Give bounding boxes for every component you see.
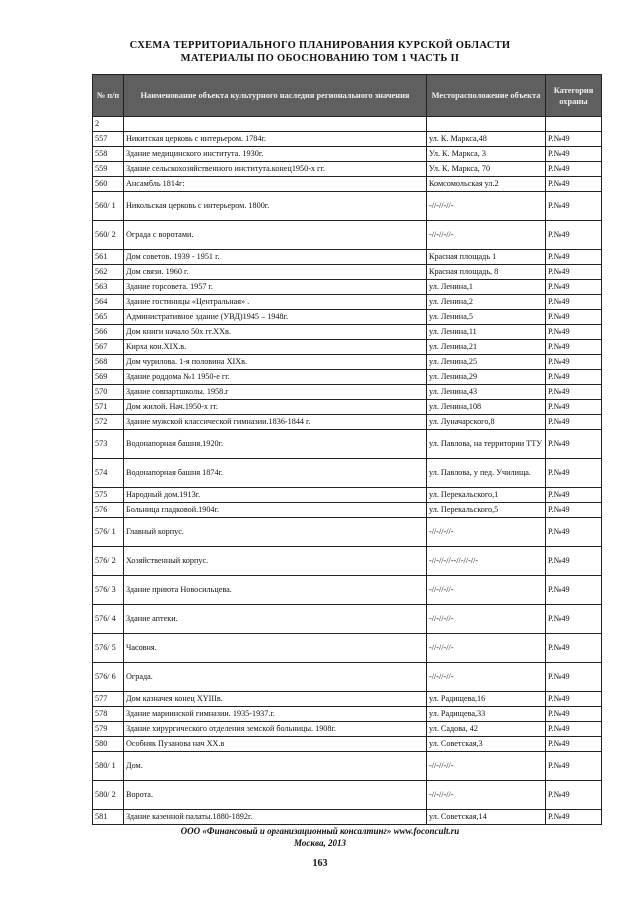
table-row (93, 355, 602, 370)
cell-category: Р.№49 (546, 576, 602, 605)
cell-category: Р.№49 (546, 737, 602, 752)
table-row (93, 692, 602, 707)
table-header-row (93, 75, 602, 117)
cell-location: ул. Ленина,25 (427, 355, 546, 370)
cell-category: Р.№49 (546, 415, 602, 430)
footer-city-year: Москва, 2013 (294, 838, 346, 848)
cell-category: Р.№49 (546, 385, 602, 400)
cell-name: Здание медицинского института. 1930г. (124, 147, 427, 162)
cell-location: ул. Ленина,108 (427, 400, 546, 415)
cell-name: Здание горсовета. 1957 г. (124, 280, 427, 295)
cell-location: Красная площадь, 8 (427, 265, 546, 280)
cell-name: Ограда с воротами. (124, 221, 427, 250)
cell-name: Дом. (124, 752, 427, 781)
cell-category: Р.№49 (546, 177, 602, 192)
table-row (93, 385, 602, 400)
cell-name: Дом чурилова. 1-я половина XIXв. (124, 355, 427, 370)
cell-name: Дом советов. 1939 - 1951 г. (124, 250, 427, 265)
cell-number: 576/ 4 (93, 605, 124, 634)
cell-location: Ул. К. Маркса, 3 (427, 147, 546, 162)
cell-number: 580/ 1 (93, 752, 124, 781)
cell-category: Р.№49 (546, 340, 602, 355)
cell-category: Р.№49 (546, 250, 602, 265)
table-row (93, 634, 602, 663)
cell-category (546, 117, 602, 132)
heritage-objects-table (92, 74, 602, 825)
cell-name: Здание казенной палаты.1880-1892г. (124, 810, 427, 825)
cell-name: Дом книги начало 50х гг.ХХв. (124, 325, 427, 340)
cell-name: Здание совпартшколы. 1958.г (124, 385, 427, 400)
cell-category: Р.№49 (546, 265, 602, 280)
table-row (93, 576, 602, 605)
document-title: СХЕМА ТЕРРИТОРИАЛЬНОГО ПЛАНИРОВАНИЯ КУРСКОЙ ОБЛАСТИ (129, 40, 511, 51)
cell-number: 568 (93, 355, 124, 370)
cell-number: 557 (93, 132, 124, 147)
cell-number: 579 (93, 722, 124, 737)
table-row (93, 400, 602, 415)
table-row (93, 663, 602, 692)
cell-location: ул. Павлова, у пед. Училища. (427, 459, 546, 488)
cell-category: Р.№49 (546, 488, 602, 503)
cell-category: Р.№49 (546, 221, 602, 250)
table-row (93, 415, 602, 430)
cell-number: 577 (93, 692, 124, 707)
cell-name: Часовня. (124, 634, 427, 663)
cell-name: Здание роддома №1 1950-е гг. (124, 370, 427, 385)
cell-location: ул. Перекальского,1 (427, 488, 546, 503)
cell-location: -//-//-//- (427, 518, 546, 547)
table-row (93, 488, 602, 503)
cell-name: Водонапорная башня 1874г. (124, 459, 427, 488)
cell-number: 573 (93, 430, 124, 459)
cell-location: -//-//-//- (427, 752, 546, 781)
cell-name: Кирха кон.XIX.в. (124, 340, 427, 355)
footer-company: ООО «Финансовый и организационный консалтинг» www.foconcult.ru (180, 826, 460, 836)
cell-category: Р.№49 (546, 692, 602, 707)
cell-name: Здание мужской классической гимназии.1836-1844 г. (124, 415, 427, 430)
cell-category: Р.№49 (546, 295, 602, 310)
cell-name: Больница гладковой.1904г. (124, 503, 427, 518)
cell-name: Дом связи. 1960 г. (124, 265, 427, 280)
cell-number: 576 (93, 503, 124, 518)
table-row (93, 325, 602, 340)
cell-name: Ансамбль 1814г: (124, 177, 427, 192)
cell-number: 571 (93, 400, 124, 415)
cell-category: Р.№49 (546, 192, 602, 221)
table-row (93, 781, 602, 810)
cell-category: Р.№49 (546, 280, 602, 295)
cell-category: Р.№49 (546, 722, 602, 737)
table-row (93, 518, 602, 547)
cell-location: ул. Ленина,29 (427, 370, 546, 385)
cell-location: ул. Садова, 42 (427, 722, 546, 737)
column-header-category: Категория охраны (546, 75, 602, 117)
cell-location: ул. Советская,3 (427, 737, 546, 752)
cell-location: -//-//-//- (427, 663, 546, 692)
table-row (93, 177, 602, 192)
table-row (93, 340, 602, 355)
cell-category: Р.№49 (546, 132, 602, 147)
cell-name: Здание мариинской гимназии. 1935-1937.г. (124, 707, 427, 722)
cell-location: -//-//-//- (427, 192, 546, 221)
cell-number: 581 (93, 810, 124, 825)
cell-category: Р.№49 (546, 400, 602, 415)
cell-number: 576/ 5 (93, 634, 124, 663)
cell-name: Административное здание (УВД)1945 – 1948г. (124, 310, 427, 325)
cell-number: 566 (93, 325, 124, 340)
table-row (93, 310, 602, 325)
cell-category: Р.№49 (546, 707, 602, 722)
cell-category: Р.№49 (546, 325, 602, 340)
cell-number: 558 (93, 147, 124, 162)
table-row (93, 752, 602, 781)
cell-location: -//-//-//- (427, 605, 546, 634)
cell-name: Водонапорная башня.1920г. (124, 430, 427, 459)
cell-category: Р.№49 (546, 310, 602, 325)
column-header-location: Месторасположение объекта (427, 75, 546, 117)
table-row (93, 722, 602, 737)
page-number: 163 (312, 858, 328, 869)
cell-location: ул. Ленина,43 (427, 385, 546, 400)
column-header-name: Наименование объекта культурного наследия регионального значения (124, 75, 427, 117)
cell-location: ул. Ленина,21 (427, 340, 546, 355)
cell-location: Красная площадь 1 (427, 250, 546, 265)
table-body (93, 117, 602, 825)
cell-name: Ворота. (124, 781, 427, 810)
table-row (93, 370, 602, 385)
cell-location: ул. К. Маркса,48 (427, 132, 546, 147)
cell-number: 560/ 2 (93, 221, 124, 250)
table-row (93, 459, 602, 488)
cell-number: 560 (93, 177, 124, 192)
cell-number: 574 (93, 459, 124, 488)
cell-category: Р.№49 (546, 430, 602, 459)
cell-name: Ограда. (124, 663, 427, 692)
cell-location: ул. Радищева,33 (427, 707, 546, 722)
cell-location (427, 117, 546, 132)
cell-number: 575 (93, 488, 124, 503)
cell-number: 562 (93, 265, 124, 280)
cell-category: Р.№49 (546, 663, 602, 692)
cell-number: 580/ 2 (93, 781, 124, 810)
cell-number: 576/ 2 (93, 547, 124, 576)
cell-number: 576/ 3 (93, 576, 124, 605)
cell-location: ул. Луначарского,8 (427, 415, 546, 430)
cell-category: Р.№49 (546, 752, 602, 781)
cell-category: Р.№49 (546, 162, 602, 177)
cell-location: ул. Радищева,16 (427, 692, 546, 707)
cell-name: Особняк Пузанова нач ХХ.в (124, 737, 427, 752)
cell-category: Р.№49 (546, 810, 602, 825)
cell-category: Р.№49 (546, 781, 602, 810)
table-row (93, 132, 602, 147)
cell-category: Р.№49 (546, 605, 602, 634)
cell-location: ул. Ленина,11 (427, 325, 546, 340)
cell-location: ул. Ленина,2 (427, 295, 546, 310)
cell-number: 561 (93, 250, 124, 265)
document-subtitle: МАТЕРИАЛЫ ПО ОБОСНОВАНИЮ ТОМ 1 ЧАСТЬ II (180, 53, 460, 64)
cell-number: 565 (93, 310, 124, 325)
cell-category: Р.№49 (546, 503, 602, 518)
cell-name: Здание гостиницы «Центральная» . (124, 295, 427, 310)
cell-location: Ул. К. Маркса, 70 (427, 162, 546, 177)
cell-number: 564 (93, 295, 124, 310)
cell-category: Р.№49 (546, 370, 602, 385)
table-row (93, 192, 602, 221)
cell-category: Р.№49 (546, 147, 602, 162)
cell-location: ул. Перекальского,5 (427, 503, 546, 518)
table-row (93, 810, 602, 825)
cell-name: Народный дом.1913г. (124, 488, 427, 503)
table-row (93, 737, 602, 752)
cell-number: 569 (93, 370, 124, 385)
table-row (93, 547, 602, 576)
cell-number: 576/ 1 (93, 518, 124, 547)
cell-name: Дом казначея конец XYIIIв. (124, 692, 427, 707)
cell-number: 572 (93, 415, 124, 430)
cell-location: ул. Советская,14 (427, 810, 546, 825)
cell-category: Р.№49 (546, 518, 602, 547)
cell-category: Р.№49 (546, 355, 602, 370)
cell-number: 2 (93, 117, 124, 132)
table-row (93, 265, 602, 280)
cell-location: Комсомольская ул.2 (427, 177, 546, 192)
cell-name: Никитская церковь с интерьером. 1784г. (124, 132, 427, 147)
table-row (93, 162, 602, 177)
cell-name: Здание аптеки. (124, 605, 427, 634)
table-row (93, 707, 602, 722)
cell-name: Никольская церковь с интерьером. 1800г. (124, 192, 427, 221)
table-row (93, 503, 602, 518)
cell-number: 576/ 6 (93, 663, 124, 692)
cell-number: 580 (93, 737, 124, 752)
cell-number: 570 (93, 385, 124, 400)
column-header-number: № п/п (93, 75, 124, 117)
cell-name: Хозяйственный корпус. (124, 547, 427, 576)
cell-number: 560/ 1 (93, 192, 124, 221)
cell-location: -//-//-//--//-//-//- (427, 547, 546, 576)
cell-number: 559 (93, 162, 124, 177)
cell-location: ул. Ленина,1 (427, 280, 546, 295)
cell-location: ул. Павлова, на территории ТТУ (427, 430, 546, 459)
table-row (93, 605, 602, 634)
table-row (93, 147, 602, 162)
cell-name: Здание хирургического отделения земской больницы. 1908г. (124, 722, 427, 737)
cell-name: Здание сельскохозяйственного института.конец1950-х гг. (124, 162, 427, 177)
cell-number: 578 (93, 707, 124, 722)
table-row (93, 295, 602, 310)
cell-number: 567 (93, 340, 124, 355)
table-row (93, 221, 602, 250)
table-row (93, 250, 602, 265)
cell-category: Р.№49 (546, 634, 602, 663)
cell-category: Р.№49 (546, 547, 602, 576)
cell-name (124, 117, 427, 132)
cell-name: Главный корпус. (124, 518, 427, 547)
table-row (93, 280, 602, 295)
cell-name: Дом жилой. Нач.1950-х гг. (124, 400, 427, 415)
cell-category: Р.№49 (546, 459, 602, 488)
cell-location: -//-//-//- (427, 576, 546, 605)
cell-name: Здание приюта Новосильцева. (124, 576, 427, 605)
cell-location: -//-//-//- (427, 221, 546, 250)
table-row (93, 117, 602, 132)
cell-location: -//-//-//- (427, 634, 546, 663)
cell-number: 563 (93, 280, 124, 295)
cell-location: -//-//-//- (427, 781, 546, 810)
cell-location: ул. Ленина,5 (427, 310, 546, 325)
table-row (93, 430, 602, 459)
